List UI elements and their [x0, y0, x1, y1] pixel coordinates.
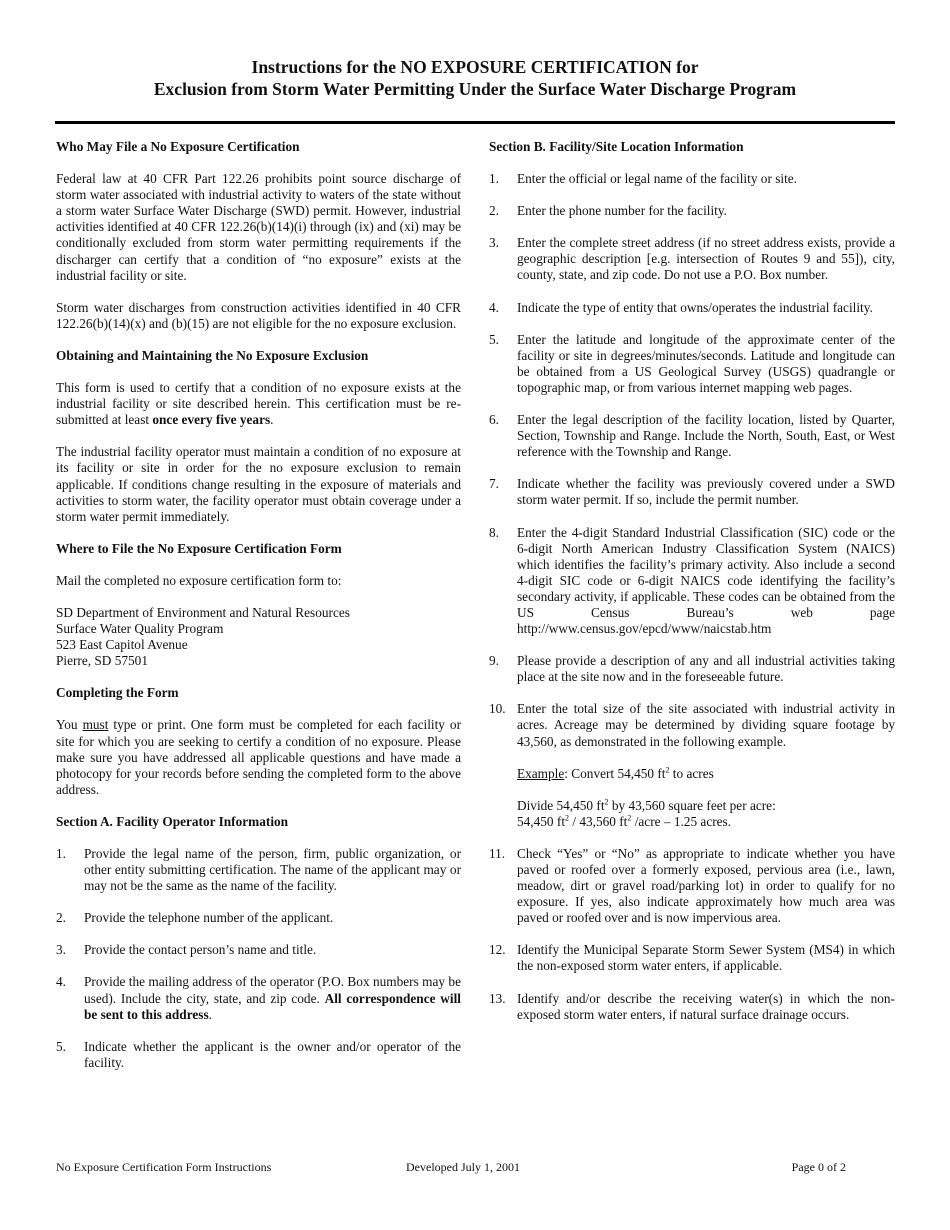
item-text: Identify the Municipal Separate Storm Sewer System (MS4) in which the non-exposed storm water enters, if applicable.: [517, 942, 895, 974]
item-text: Enter the 4-digit Standard Industrial Classification (SIC) code or the 6-digit North American Industry Classification System (NAICS) which identifies the facility’s primary activity. Also include a second 4-digit SIC code or 6-digit NAICS code identifying the facility’s secondary activity, if applicable. These codes can be obtained from the US Census Bureau’s web page http://www.census.gov/epcd/www/naicstab.htm: [517, 524, 895, 637]
example-text-end: to acres: [669, 765, 714, 781]
list-item: [489, 300, 895, 316]
list-item: [56, 942, 461, 958]
list-item: [489, 525, 895, 638]
item-number: 2.: [489, 203, 499, 219]
list-item: [489, 203, 895, 219]
acreage-instructions: Enter the total size of the site associated with industrial activity in acres. Acreage may be determined by dividing square footage by 43,560, as demonstrated in the following example.: [517, 701, 895, 749]
completing-heading: Completing the Form: [56, 685, 179, 701]
completing-text-a: You: [56, 717, 83, 733]
item-number: 6.: [489, 412, 499, 428]
calc-text: 54,450 ft: [517, 813, 566, 829]
item-text: Provide the legal name of the person, firm, public organization, or other entity submitting certification. The name of the applicant may or may not be the same as the name of the facility.: [84, 846, 461, 894]
right-column: [489, 139, 895, 1039]
list-item: [56, 910, 461, 926]
item-number: 5.: [489, 331, 499, 347]
divide-text: Divide 54,450 ft: [517, 797, 605, 813]
must-emphasis: must: [82, 717, 109, 733]
item-text: Enter the latitude and longitude of the approximate center of the facility or site in degrees/minutes/seconds. Latitude and longitude can be obtained from a US Geological Survey (USGS) quadrangle or topographic map, or from various internet mapping web pages.: [517, 331, 895, 395]
address-line-1: SD Department of Environment and Natural Resources: [56, 604, 350, 620]
obtain-text-end: .: [270, 412, 274, 428]
five-years-emphasis: once every five years: [152, 412, 271, 428]
obtain-heading: Obtaining and Maintaining the No Exposure Exclusion: [56, 347, 369, 363]
list-item: [489, 235, 895, 283]
item-number: 11.: [489, 845, 506, 861]
superscript: 2: [604, 797, 609, 807]
address-line-2: Surface Water Quality Program: [56, 621, 224, 637]
item-number: 1.: [56, 846, 66, 861]
item-number: 9.: [489, 653, 499, 669]
item-text-part: Provide the mailing address of the operator (P.O. Box numbers may be used). Include the city, state, and zip code.: [84, 974, 461, 1006]
item-number: 3.: [56, 942, 66, 958]
section-a-heading: Section A. Facility Operator Information: [56, 813, 289, 829]
item-number: 5.: [56, 1038, 66, 1054]
item-text: Enter the legal description of the facility location, listed by Quarter, Section, Township and Range. Include the North, South, East, or West reference with the Township and Range.: [517, 412, 895, 460]
where-heading: Where to File the No Exposure Certification Form: [56, 540, 342, 556]
item-number: 10.: [489, 701, 506, 717]
footer-document-name: No Exposure Certification Form Instructions: [56, 1160, 272, 1174]
item-text: [517, 701, 895, 830]
title-divider: [55, 121, 895, 124]
item-number: 8.: [489, 524, 499, 540]
document-title: [0, 56, 950, 100]
item-number: 2.: [56, 910, 66, 926]
list-item: [489, 846, 895, 926]
list-item: [489, 991, 895, 1023]
item-number: 1.: [489, 171, 499, 187]
item-text-end: .: [208, 1006, 212, 1022]
item-text: Enter the phone number for the facility.: [517, 203, 727, 219]
who-heading: Who May File a No Exposure Certification: [56, 139, 300, 154]
item-number: 4.: [56, 974, 66, 990]
example-label: Example: [517, 765, 565, 781]
list-item: [489, 171, 895, 187]
list-item: [56, 846, 461, 894]
item-text: Indicate whether the applicant is the owner and/or operator of the facility.: [84, 1038, 461, 1070]
item-text: Please provide a description of any and all industrial activities taking place at the site now and in the foreseeable future.: [517, 653, 895, 685]
item-text: Provide the contact person’s name and title.: [84, 942, 317, 958]
item-text: Indicate the type of entity that owns/operates the industrial facility.: [517, 299, 873, 315]
who-paragraph-2: Storm water discharges from construction activities identified in 40 CFR 122.26(b)(14)(x) and (b)(15) are not eligible for the no exposure exclusion.: [56, 299, 461, 331]
superscript: 2: [627, 813, 632, 823]
footer-developed-date: Developed July 1, 2001: [406, 1160, 520, 1174]
item-text: Enter the complete street address (if no street address exists, provide a geographic description [e.g. intersection of Routes 9 and 55]), city, county, state, and zip code. Do not use a P.O. Box number.: [517, 235, 895, 283]
obtain-paragraph-2: The industrial facility operator must maintain a condition of no exposure at its facility or site in order for the no exposure exclusion to remain applicable. If conditions change resulting in the exposure of materials and activities to storm water, the facility operator must obtain coverage under a storm water permit immediately.: [56, 444, 461, 524]
item-number: 7.: [489, 476, 499, 492]
item-number: 13.: [489, 990, 506, 1006]
completing-text-b: type or print. One form must be completed for each facility or site for which you are seeking to certify a condition of no exposure. Please make sure you have addressed all applicable questions and have made a photocopy for your records before sending the completed form to the above address.: [56, 717, 461, 797]
list-item-acreage: [489, 701, 895, 830]
calc-text-mid: / 43,560 ft: [569, 813, 628, 829]
superscript: 2: [665, 765, 670, 775]
calc-text-end: /acre – 1.25 acres.: [631, 813, 732, 829]
mailing-address: [56, 605, 461, 669]
item-text: Indicate whether the facility was previously covered under a SWD storm water permit. If so, include the permit number.: [517, 476, 895, 508]
item-text: [84, 974, 461, 1022]
address-line-3: 523 East Capitol Avenue: [56, 637, 188, 653]
list-item: [489, 332, 895, 396]
section-b-heading: Section B. Facility/Site Location Information: [489, 139, 744, 154]
list-item: [489, 412, 895, 460]
example-text: : Convert 54,450 ft: [564, 765, 666, 781]
list-item: [56, 974, 461, 1022]
example-line: [517, 766, 895, 782]
item-text: Check “Yes” or “No” as appropriate to indicate whether you have paved or roofed over a formerly exposed, pervious area (i.e., lawn, meadow, dirt or gravel road/parking lot) in order to qualify for no exposure. If yes, also indicate approximately how much area was paved or roofed over and is now impervious area.: [517, 845, 895, 926]
title-line-1: Instructions for the NO EXPOSURE CERTIFICATION for: [251, 57, 699, 77]
section-a-list: [56, 846, 461, 1071]
correspondence-emphasis: All correspondence will be sent to this address: [84, 990, 461, 1022]
calculation: [517, 798, 895, 830]
completing-paragraph: [56, 717, 461, 797]
where-paragraph: Mail the completed no exposure certification form to:: [56, 572, 342, 588]
left-column: [56, 139, 461, 1087]
list-item: [489, 653, 895, 685]
item-text: Enter the official or legal name of the facility or site.: [517, 171, 797, 187]
footer-page-number: Page 0 of 2: [791, 1160, 846, 1174]
list-item: [489, 476, 895, 508]
list-item: [489, 942, 895, 974]
section-b-list: [489, 171, 895, 1023]
divide-text-end: by 43,560 square feet per acre:: [608, 797, 776, 813]
item-text: Identify and/or describe the receiving water(s) in which the non-exposed storm water enters, if natural surface drainage occurs.: [517, 990, 895, 1022]
item-number: 12.: [489, 942, 506, 958]
list-item: [56, 1039, 461, 1071]
item-number: 3.: [489, 235, 499, 251]
obtain-text: This form is used to certify that a condition of no exposure exists at the industrial facility or site described herein. This certification must be re-submitted at least: [56, 380, 461, 428]
superscript: 2: [565, 813, 570, 823]
who-paragraph-1: Federal law at 40 CFR Part 122.26 prohibits point source discharge of storm water associated with industrial activity to waters of the state without a storm water Surface Water Discharge (SWD) permit. However, industrial activities identified at 40 CFR 122.26(b)(14)(i) through (ix) and (xi) may be conditionally excluded from storm water permitting requirements if the discharger can certify that a condition of “no exposure” exists at the industrial facility or site.: [56, 171, 461, 283]
item-text: Provide the telephone number of the applicant.: [84, 910, 334, 926]
title-line-2: Exclusion from Storm Water Permitting Under the Surface Water Discharge Program: [153, 79, 797, 99]
obtain-paragraph-1: [56, 380, 461, 428]
item-number: 4.: [489, 299, 499, 315]
address-line-4: Pierre, SD 57501: [56, 653, 148, 669]
